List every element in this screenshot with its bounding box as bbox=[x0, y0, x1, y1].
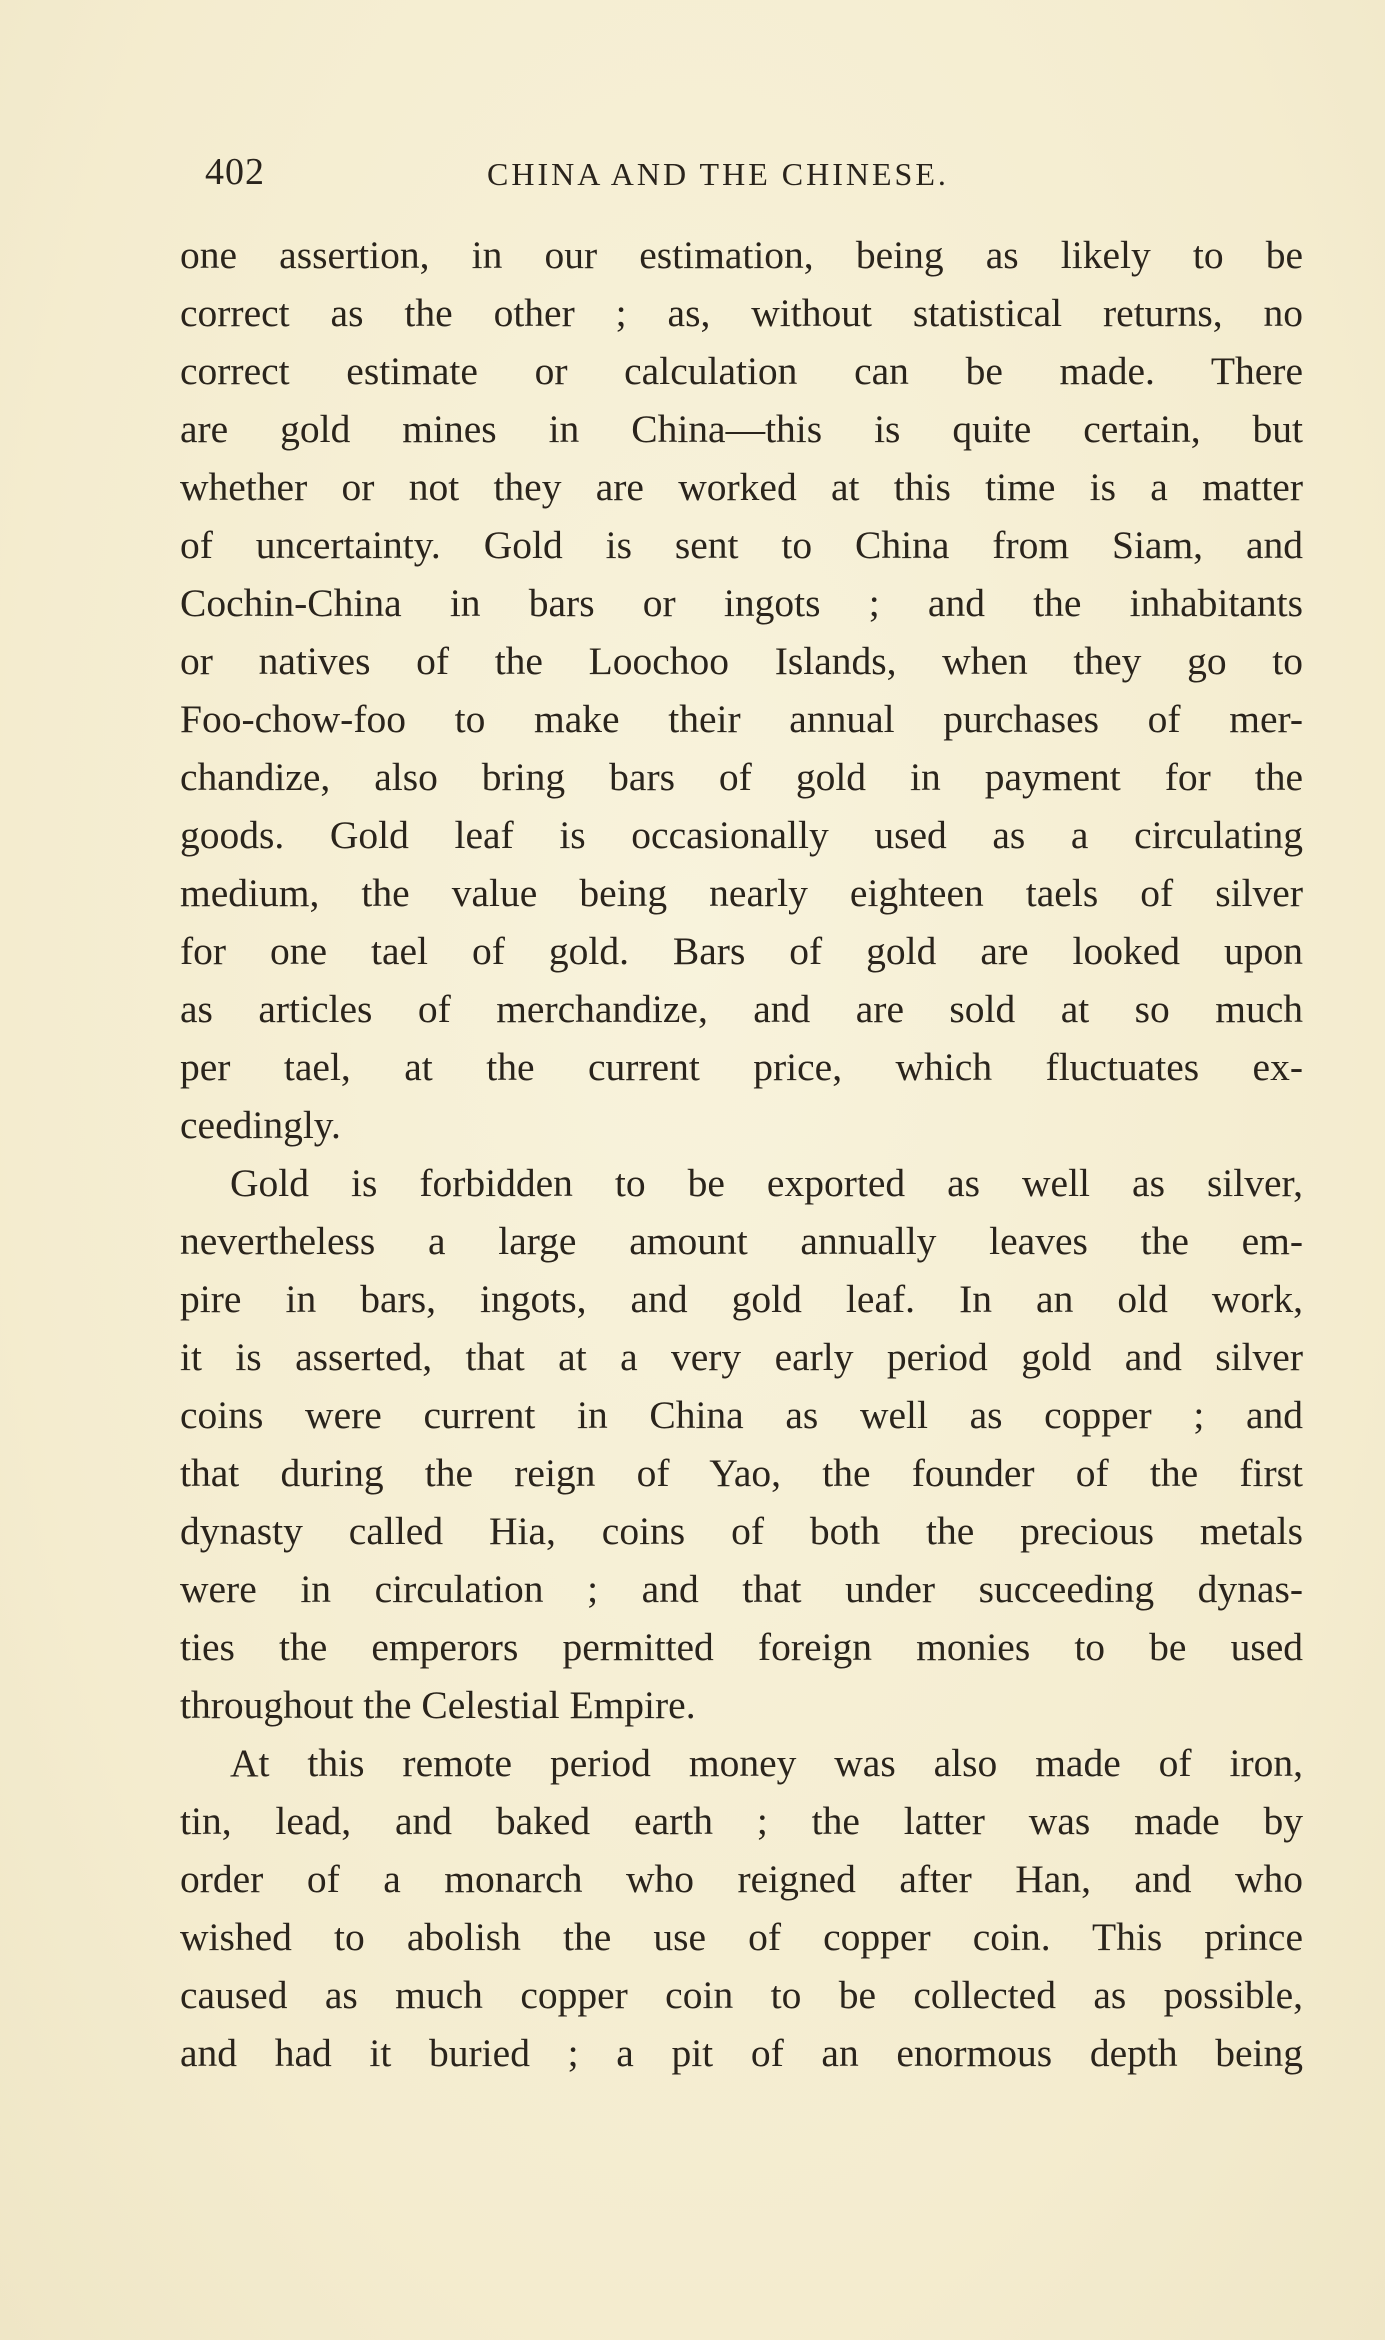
text-line: as articles of merchandize, and are sold at so much bbox=[180, 987, 1303, 1031]
text-line: throughout the Celestial Empire. bbox=[180, 1683, 696, 1727]
text-line: medium, the value being nearly eighteen taels of silver bbox=[180, 871, 1303, 915]
text-line: whether or not they are worked at this time is a matter bbox=[180, 465, 1303, 509]
text-line: goods. Gold leaf is occasionally used as a circulating bbox=[180, 813, 1303, 857]
text-line: were in circulation ; and that under succeeding dynas- bbox=[180, 1567, 1303, 1611]
text-line: Cochin-China in bars or ingots ; and the inhabitants bbox=[180, 581, 1303, 625]
text-line: it is asserted, that at a very early period gold and silver bbox=[180, 1335, 1303, 1379]
paragraph-start-line: Gold is forbidden to be exported as well as silver, bbox=[230, 1161, 1303, 1205]
body-text bbox=[180, 226, 1303, 2082]
text-line: one assertion, in our estimation, being as likely to be bbox=[180, 233, 1303, 277]
text-line: correct as the other ; as, without statistical returns, no bbox=[180, 291, 1303, 335]
text-line: ties the emperors permitted foreign monies to be used bbox=[180, 1625, 1303, 1669]
text-line: dynasty called Hia, coins of both the precious metals bbox=[180, 1509, 1303, 1553]
text-line: wished to abolish the use of copper coin. This prince bbox=[180, 1915, 1303, 1959]
text-line: per tael, at the current price, which fluctuates ex- bbox=[180, 1045, 1303, 1089]
page-header bbox=[200, 150, 1200, 210]
text-line: tin, lead, and baked earth ; the latter was made by bbox=[180, 1799, 1303, 1843]
page-number: 402 bbox=[205, 151, 265, 193]
text-line: of uncertainty. Gold is sent to China from Siam, and bbox=[180, 523, 1303, 567]
text-line: for one tael of gold. Bars of gold are looked upon bbox=[180, 929, 1303, 973]
text-line: coins were current in China as well as copper ; and bbox=[180, 1393, 1303, 1437]
text-line: are gold mines in China—this is quite certain, but bbox=[180, 407, 1303, 451]
text-line: chandize, also bring bars of gold in payment for the bbox=[180, 755, 1303, 799]
text-line: and had it buried ; a pit of an enormous depth being bbox=[180, 2031, 1303, 2075]
text-line: or natives of the Loochoo Islands, when they go to bbox=[180, 639, 1303, 683]
text-line: caused as much copper coin to be collected as possible, bbox=[180, 1973, 1303, 2017]
text-line: ceedingly. bbox=[180, 1103, 341, 1147]
text-line: correct estimate or calculation can be made. There bbox=[180, 349, 1303, 393]
text-line: order of a monarch who reigned after Han, and who bbox=[180, 1857, 1303, 1901]
text-line: Foo-chow-foo to make their annual purchases of mer- bbox=[180, 697, 1303, 741]
running-title: CHINA AND THE CHINESE. bbox=[487, 156, 949, 192]
text-line: nevertheless a large amount annually leaves the em- bbox=[180, 1219, 1303, 1263]
paragraph-start-line: At this remote period money was also made of iron, bbox=[230, 1741, 1303, 1785]
text-line: pire in bars, ingots, and gold leaf. In an old work, bbox=[180, 1277, 1303, 1321]
text-line: that during the reign of Yao, the founder of the first bbox=[180, 1451, 1303, 1495]
